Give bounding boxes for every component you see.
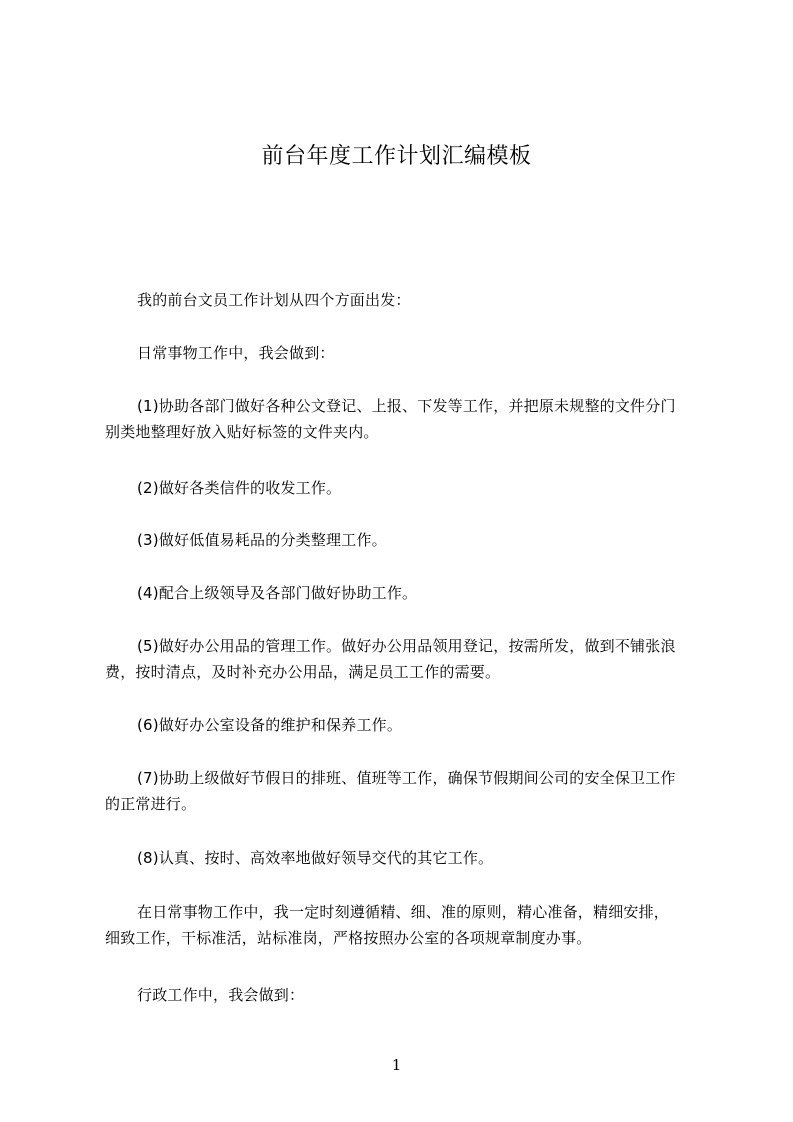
paragraph-line: (6)做好办公室设备的维护和保养工作。 <box>137 716 403 734</box>
paragraph-item-5 <box>105 633 713 685</box>
paragraph-item-3 <box>105 527 713 553</box>
document-title: 前台年度工作计划汇编模板 <box>261 144 532 169</box>
paragraph-item-1 <box>105 393 713 445</box>
paragraph-line: (5)做好办公用品的管理工作。做好办公用品领用登记，按需所发，做到不铺张浪 <box>137 637 676 655</box>
paragraph-item-6 <box>105 712 713 738</box>
paragraph-line: 费，按时清点，及时补充办公用品，满足员工工作的需要。 <box>105 663 501 681</box>
paragraph-line: (3)做好低值易耗品的分类整理工作。 <box>137 531 387 549</box>
paragraph-line: 在日常事物工作中，我一定时刻遵循精、细、准的原则，精心准备，精细安排， <box>137 903 670 921</box>
paragraph-line: 日常事物工作中，我会做到： <box>137 344 335 362</box>
paragraph-admin-heading <box>105 982 713 1008</box>
paragraph-item-7 <box>105 765 713 817</box>
paragraph-line: 行政工作中，我会做到： <box>137 986 305 1004</box>
paragraph-intro <box>105 287 713 313</box>
paragraph-line: 我的前台文员工作计划从四个方面出发： <box>137 291 411 309</box>
paragraph-line: (1)协助各部门做好各种公文登记、上报、下发等工作，并把原未规整的文件分门 <box>137 397 676 415</box>
paragraph-line: (8)认真、按时、高效率地做好领导交代的其它工作。 <box>137 849 494 867</box>
paragraph-line: (7)协助上级做好节假日的排班、值班等工作，确保节假期间公司的安全保卫工作 <box>137 769 676 787</box>
page-number: 1 <box>391 1056 402 1074</box>
paragraph-line: 细致工作，干标准活，站标准岗，严格按照办公室的各项规章制度办事。 <box>105 929 592 947</box>
paragraph-line: (4)配合上级领导及各部门做好协助工作。 <box>137 584 418 602</box>
paragraph-item-4 <box>105 580 713 606</box>
paragraph-item-2 <box>105 475 713 501</box>
paragraph-line: 的正常进行。 <box>105 795 197 813</box>
paragraph-daily-heading <box>105 340 713 366</box>
paragraph-item-8 <box>105 845 713 871</box>
paragraph-line: 别类地整理好放入贴好标签的文件夹内。 <box>105 423 379 441</box>
paragraph-principles <box>105 899 713 951</box>
paragraph-line: (2)做好各类信件的收发工作。 <box>137 479 342 497</box>
